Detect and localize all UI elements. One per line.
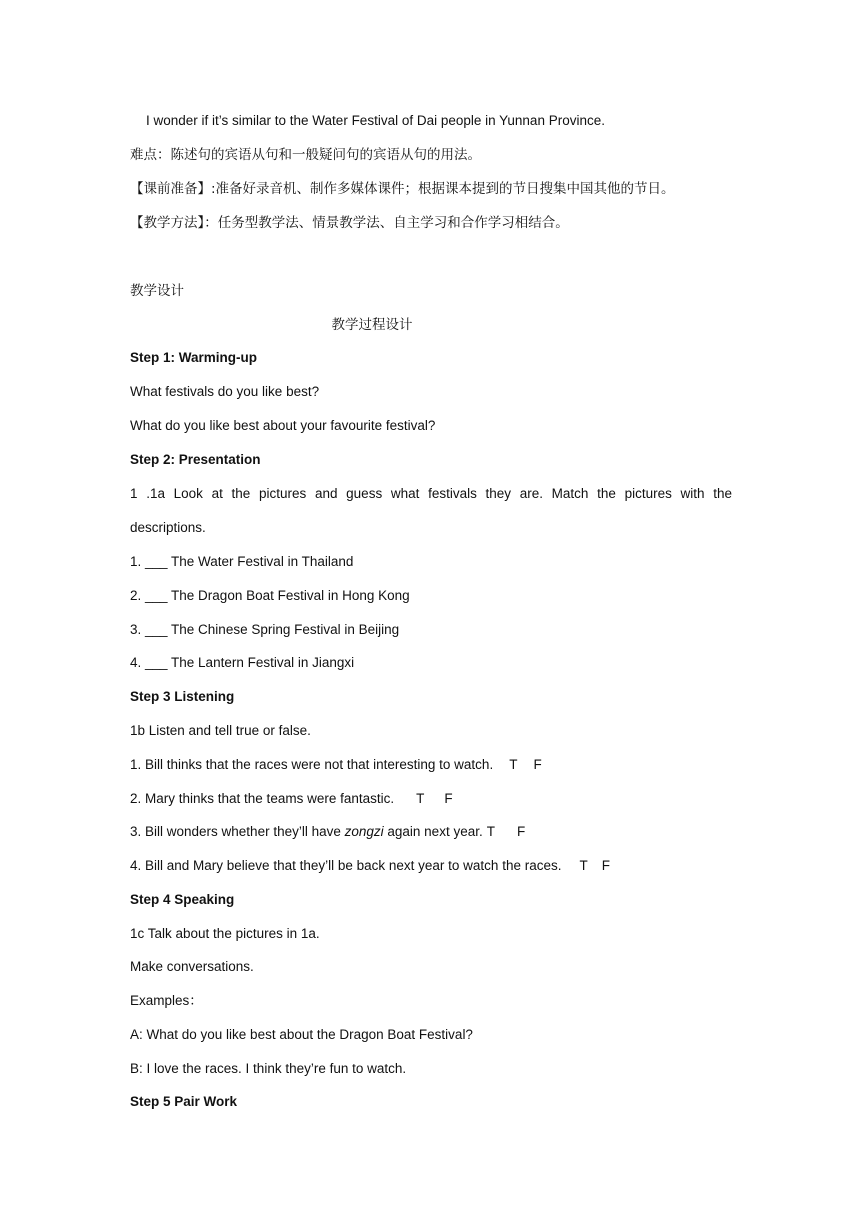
true-option: T	[509, 757, 518, 772]
task-1a-line1: 1 .1a Look at the pictures and guess what festivals they are. Match the pictures with the	[130, 486, 732, 501]
design-heading: 教学设计	[130, 283, 184, 299]
tf-item-3	[130, 823, 525, 841]
match-item-3: 3. ___ The Chinese Spring Festival in Beijing	[130, 622, 400, 637]
false-option: F	[516, 824, 526, 839]
match-item-4: 4. ___ The Lantern Festival in Jiangxi	[130, 655, 355, 670]
task-1b: 1b Listen and tell true or false.	[130, 723, 311, 738]
false-option: F	[444, 791, 453, 806]
match-item-1: 1. ___ The Water Festival in Thailand	[130, 554, 354, 569]
step5-heading: Step 5 Pair Work	[130, 1094, 238, 1109]
match-item-2: 2. ___ The Dragon Boat Festival in Hong Kong	[130, 588, 410, 603]
step4-heading: Step 4 Speaking	[130, 892, 235, 907]
sentence-wonder: I wonder if it’s similar to the Water Festival of Dai people in Yunnan Province.	[146, 113, 605, 128]
tf-statement: 2. Mary thinks that the teams were fantastic.	[130, 791, 395, 806]
tf-item-2	[130, 790, 453, 808]
step1-heading: Step 1: Warming-up	[130, 350, 257, 365]
method-line: 【教学方法】：任务型教学法、情景教学法、自主学习和合作学习相结合。	[130, 215, 569, 231]
tf-statement-italic: zongzi	[344, 824, 384, 839]
difficulty-line: 难点：陈述句的宾语从句和一般疑问句的宾语从句的用法。	[130, 147, 481, 163]
example-b: B: I love the races. I think they’re fun to watch.	[130, 1061, 407, 1076]
question-1: What festivals do you like best?	[130, 384, 320, 399]
tf-item-4	[130, 857, 610, 875]
true-option: T	[416, 791, 425, 806]
false-option: F	[601, 858, 610, 873]
tf-statement: 1. Bill thinks that the races were not that interesting to watch.	[130, 757, 494, 772]
make-conversations: Make conversations.	[130, 959, 254, 974]
task-1a-line2: descriptions.	[130, 520, 206, 535]
tf-statement-start: 3. Bill wonders whether they’ll have	[130, 824, 345, 839]
tf-statement: 4. Bill and Mary believe that they’ll be back next year to watch the races.	[130, 858, 562, 873]
example-a: A: What do you like best about the Dragon Boat Festival?	[130, 1027, 473, 1042]
true-option: T	[486, 824, 495, 839]
tf-statement-end: again next year.	[383, 824, 483, 839]
examples-label: Examples：	[130, 993, 203, 1008]
step2-heading: Step 2: Presentation	[130, 452, 261, 467]
preparation-line: 【课前准备】:准备好录音机、制作多媒体课件；根据课本提到的节日搜集中国其他的节日。	[130, 181, 675, 197]
true-option: T	[579, 858, 588, 873]
question-2: What do you like best about your favourite festival?	[130, 418, 436, 433]
process-title: 教学过程设计	[331, 317, 413, 333]
tf-item-1	[130, 756, 542, 774]
false-option: F	[533, 757, 542, 772]
step3-heading: Step 3 Listening	[130, 689, 235, 704]
task-1c: 1c Talk about the pictures in 1a.	[130, 926, 320, 941]
